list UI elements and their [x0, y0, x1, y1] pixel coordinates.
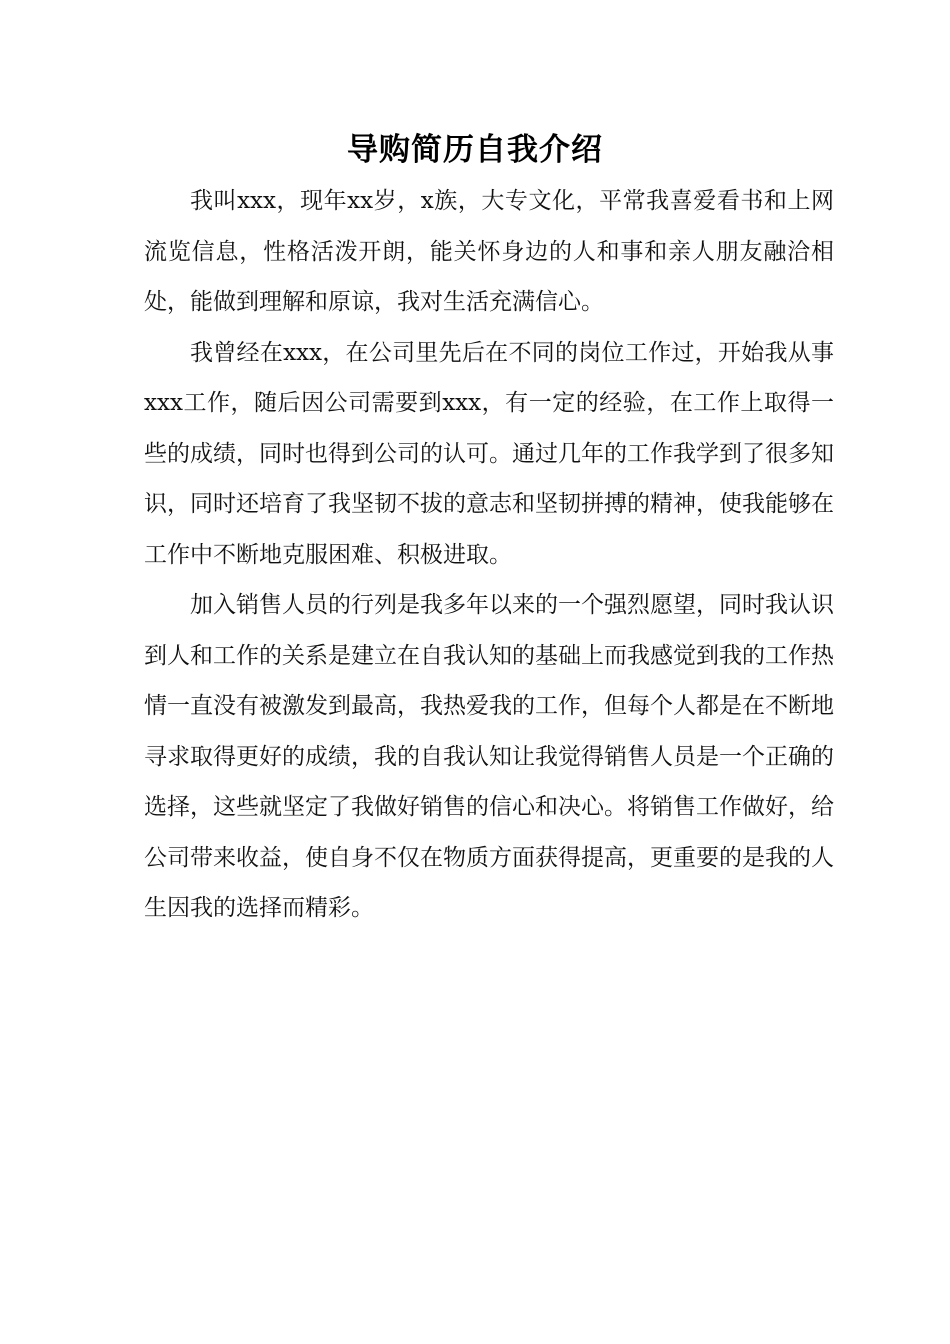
paragraph-self-intro: 我叫xxx，现年xx岁，x族，大专文化，平常我喜爱看书和上网流览信息，性格活泼开朗，能关怀身边的人和事和亲人朋友融洽相处，能做到理解和原谅，我对生活充满信心。 — [144, 188, 834, 315]
document-title: 导购简历自我介绍 — [347, 132, 603, 168]
paragraph-sales-aspiration: 加入销售人员的行列是我多年以来的一个强烈愿望，同时我认识到人和工作的关系是建立在自我认知的基础上而我感觉到我的工作热情一直没有被激发到最高，我热爱我的工作，但每个人都是在不断地寻求取得更好的成绩，我的自我认知让我觉得销售人员是一个正确的选择，这些就坚定了我做好销售的信心和决心。将销售工作做好，给公司带来收益，使自身不仅在物质方面获得提高，更重要的是我的人生因我的选择而精彩。 — [144, 592, 834, 921]
document-body — [144, 176, 834, 934]
paragraph-work-experience: 我曾经在xxx，在公司里先后在不同的岗位工作过，开始我从事xxx工作，随后因公司需要到xxx，有一定的经验，在工作上取得一些的成绩，同时也得到公司的认可。通过几年的工作我学到了很多知识，同时还培育了我坚韧不拔的意志和坚韧拼搏的精神，使我能够在工作中不断地克服困难、积极进取。 — [144, 339, 834, 568]
